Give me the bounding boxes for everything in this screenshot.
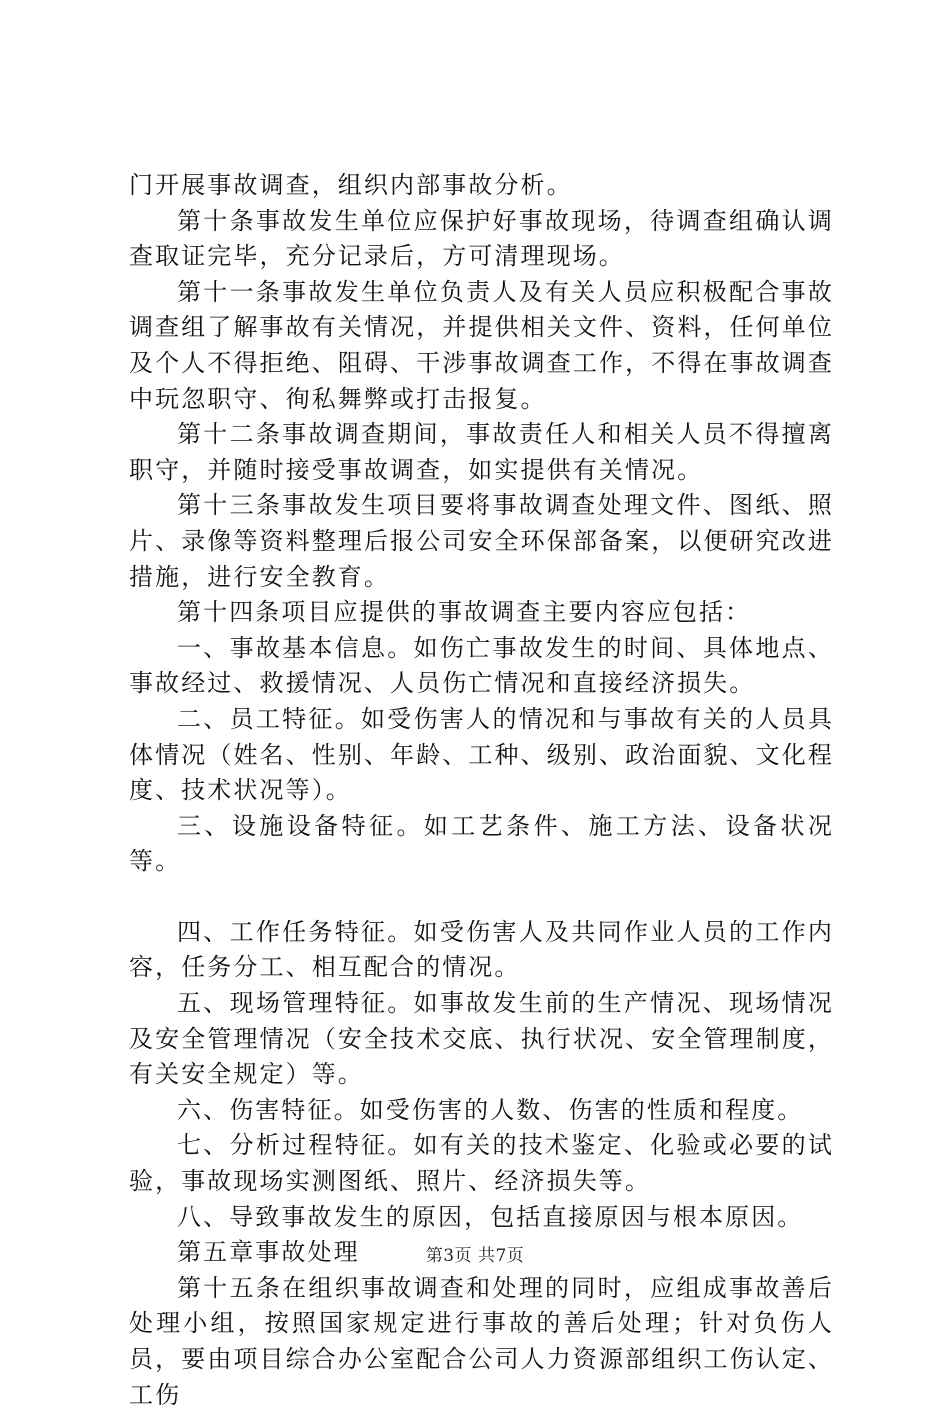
paragraph-article-14: 第十四条项目应提供的事故调查主要内容应包括： <box>177 598 752 627</box>
list-item-2: 二、员工特征。如受伤害人的情况和与事故有关的人员具体情况（姓名、性别、年龄、工种、级别、政治面貌、文化程度、技术状况等）。 <box>129 704 834 805</box>
paragraph-article-12: 第十二条事故调查期间，事故责任人和相关人员不得擅离职守，并随时接受事故调查，如实提供有关情况。 <box>129 420 834 484</box>
paragraph-1: 门开展事故调查，组织内部事故分析。 <box>129 171 573 199</box>
paragraph-article-10: 第十条事故发生单位应保护好事故现场，待调查组确认调查取证完毕，充分记录后，方可清理现场。 <box>129 206 834 271</box>
paragraph-article-15: 第十五条在组织事故调查和处理的同时，应组成事故善后处理小组，按照国家规定进行事故的善后处理；针对负伤人员，要由项目综合办公室配合公司人力资源部组织工伤认定、工伤 <box>129 1273 834 1409</box>
list-item-6: 六、伤害特征。如受伤害的人数、伤害的性质和程度。 <box>177 1095 804 1124</box>
list-item-4: 四、工作任务特征。如受伤害人及共同作业人员的工作内容，任务分工、相互配合的情况。 <box>129 917 834 982</box>
page-footer: 第3页 共7页 <box>425 1246 525 1266</box>
chapter-heading: 第五章事故处理 <box>177 1238 360 1267</box>
paragraph-article-13: 第十三条事故发生项目要将事故调查处理文件、图纸、照片、录像等资料整理后报公司安全环保部备案，以便研究改进措施，进行安全教育。 <box>129 491 834 591</box>
list-item-1: 一、事故基本信息。如伤亡事故发生的时间、具体地点、事故经过、救援情况、人员伤亡情况和直接经济损失。 <box>129 633 834 698</box>
paragraph-article-11: 第十一条事故发生单位负责人及有关人员应积极配合事故调查组了解事故有关情况，并提供相关文件、资料，任何单位及个人不得拒绝、阻碍、干涉事故调查工作，不得在事故调查中玩忽职守、徇私舞弊或打击报复。 <box>129 277 834 413</box>
document-body <box>129 168 834 1413</box>
list-item-3: 三、设施设备特征。如工艺条件、施工方法、设备状况等。 <box>129 811 834 876</box>
list-item-7: 七、分析过程特征。如有关的技术鉴定、化验或必要的试验，事故现场实测图纸、照片、经济损失等。 <box>129 1131 834 1196</box>
list-item-5: 五、现场管理特征。如事故发生前的生产情况、现场情况及安全管理情况（安全技术交底、执行状况、安全管理制度，有关安全规定）等。 <box>129 989 834 1089</box>
list-item-8: 八、导致事故发生的原因，包括直接原因与根本原因。 <box>177 1202 804 1231</box>
